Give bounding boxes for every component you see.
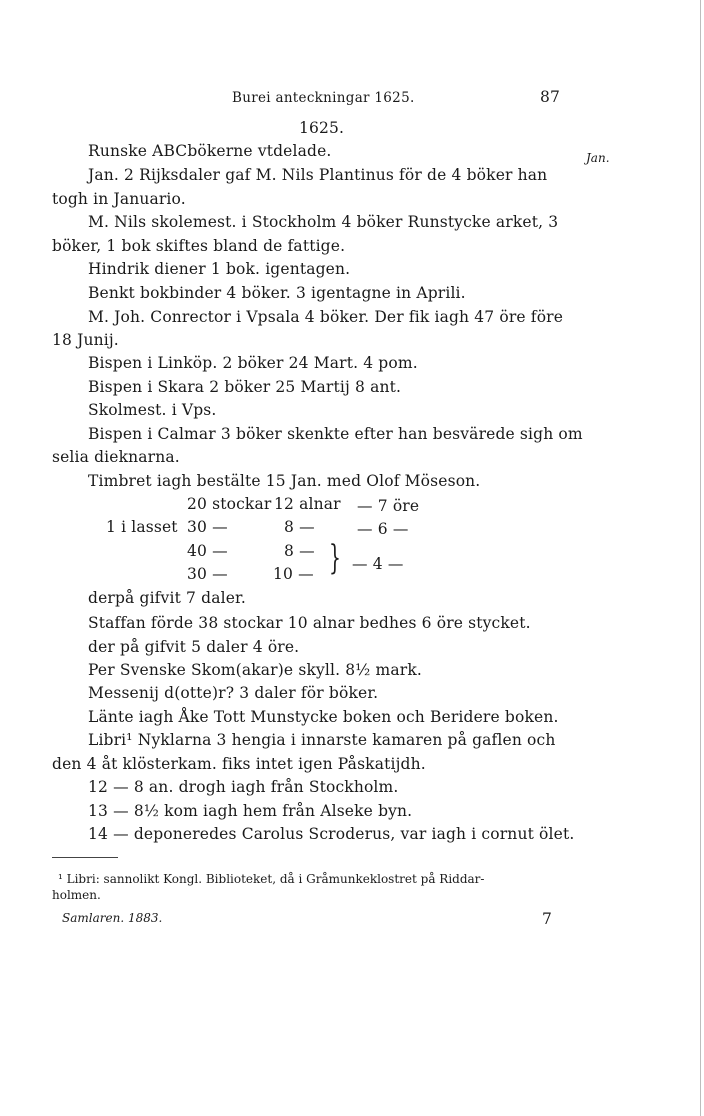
page-number: 87	[540, 88, 561, 106]
text-line: der på gifvit 5 daler 4 öre.	[88, 638, 300, 656]
text-line: Timbret iagh bestälte 15 Jan. med Olof Möseson.	[88, 472, 481, 490]
text-line: Per Svenske Skom(akar)e skyll. 8½ mark.	[88, 661, 422, 679]
timber-alnar: 12 alnar	[274, 495, 341, 513]
text-line: selia dieknarna.	[52, 448, 180, 466]
text-line: böker, 1 bok skiftes bland de fattige.	[52, 237, 346, 255]
timber-stockar: 30 —	[187, 565, 228, 583]
text-line: Benkt bokbinder 4 böker. 3 igentagne in Aprili.	[88, 284, 466, 302]
text-line: Skolmest. i Vps.	[88, 401, 217, 419]
text-line: M. Nils skolemest. i Stockholm 4 böker Runstycke arket, 3	[88, 213, 559, 231]
text-line: togh in Januario.	[52, 190, 186, 208]
timber-stockar: 20 stockar	[187, 495, 272, 513]
footnote-line: holmen.	[52, 888, 101, 902]
timber-stockar: 30 —	[187, 518, 228, 536]
text-line: M. Joh. Conrector i Vpsala 4 böker. Der fik iagh 47 öre före	[88, 308, 564, 326]
timber-row-label: 1 i lasset	[106, 518, 178, 536]
text-line: Libri¹ Nyklarna 3 hengia i innarste kamaren på gaflen och	[88, 731, 556, 749]
text-line: Bispen i Calmar 3 böker skenkte efter han besvärede sigh om	[88, 425, 583, 443]
text-line: Länte iagh Åke Tott Munstycke boken och Beridere boken.	[88, 708, 559, 726]
text-line: Jan. 2 Rijksdaler gaf M. Nils Plantinus för de 4 böker han	[88, 166, 548, 184]
text-line: 18 Junij.	[52, 331, 119, 349]
text-line: 13 — 8½ kom iagh hem från Alseke byn.	[88, 802, 413, 820]
page-edge-line	[700, 0, 701, 1116]
text-line: derpå gifvit 7 daler.	[88, 589, 246, 607]
text-line: 14 — deponeredes Carolus Scroderus, var iagh i cornut ölet.	[88, 825, 575, 843]
text-line: Bispen i Skara 2 böker 25 Martij 8 ant.	[88, 378, 402, 396]
footnote-line: ¹ Libri: sannolikt Kongl. Biblioteket, då i Gråmunkeklostret på Riddar-	[58, 872, 485, 886]
footnote-rule	[52, 857, 118, 858]
text-line: Hindrik diener 1 bok. igentagen.	[88, 260, 351, 278]
timber-ore: — 7 öre	[357, 497, 420, 515]
grouping-brace: }	[329, 538, 341, 578]
timber-alnar: 8 —	[284, 542, 315, 560]
margin-note: Jan.	[586, 151, 610, 165]
text-line: Runske ABCbökerne vtdelade.	[88, 142, 332, 160]
text-line: 12 — 8 an. drogh iagh från Stockholm.	[88, 778, 399, 796]
running-title: Burei anteckningar 1625.	[232, 90, 415, 106]
timber-ore: — 6 —	[357, 520, 409, 538]
timber-alnar: 8 —	[284, 518, 315, 536]
text-line: Messenij d(otte)r? 3 daler för böker.	[88, 684, 379, 702]
timber-alnar: 10 —	[273, 565, 314, 583]
year-heading: 1625.	[299, 119, 345, 137]
text-line: Bispen i Linköp. 2 böker 24 Mart. 4 pom.	[88, 354, 418, 372]
sheet-number: 7	[542, 910, 553, 928]
text-line: den 4 åt klösterkam. fiks intet igen Påskatijdh.	[52, 755, 426, 773]
timber-stockar: 40 —	[187, 542, 228, 560]
signature-mark: Samlaren. 1883.	[62, 911, 163, 925]
timber-grouped-ore: — 4 —	[352, 555, 404, 573]
text-line: Staffan förde 38 stockar 10 alnar bedhes 6 öre stycket.	[88, 614, 531, 632]
